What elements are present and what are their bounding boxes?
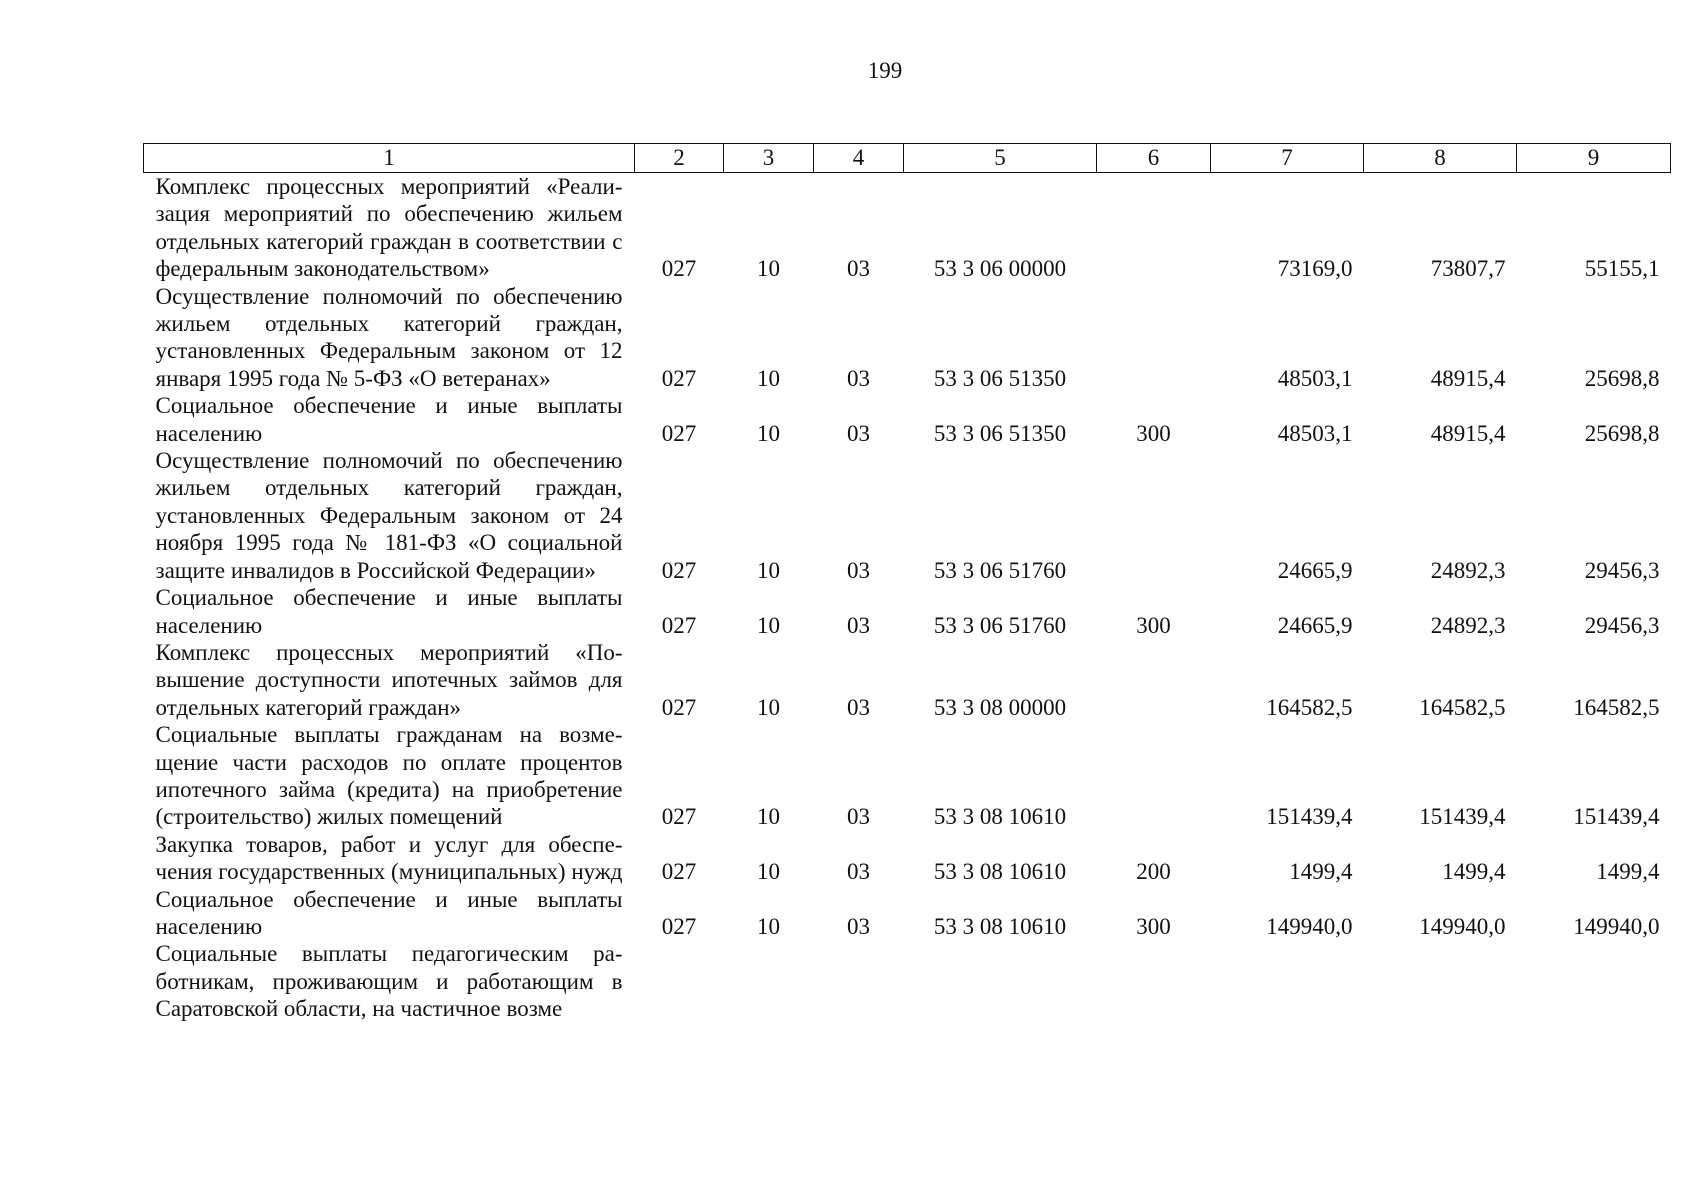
section-cell: 10 <box>757 420 780 446</box>
row-name-cell: Социальное обеспечение и иные выплаты населению <box>155 585 623 638</box>
column-header-8: 8 <box>1364 144 1517 173</box>
target-article-cell: 53 3 06 51760 <box>933 557 1067 583</box>
amount-cell-col8: 24892,3 <box>1430 612 1506 638</box>
table-row <box>144 721 1671 831</box>
amount-cell-col7: 73169,0 <box>1277 256 1353 282</box>
page-number: 199 <box>867 58 903 83</box>
amount-cell-col9 <box>1517 940 1671 1022</box>
table-row <box>144 886 1671 941</box>
row-name-cell: Комплекс процессных мероприятий «Повышение доступности ипотечных займов для отдельных категорий граждан» <box>155 639 623 720</box>
table-row <box>144 392 1671 447</box>
subsection-cell: 03 <box>847 804 870 830</box>
amount-cell-col9: 25698,8 <box>1584 420 1660 446</box>
amount-cell-col7: 24665,9 <box>1277 557 1353 583</box>
amount-cell-col8: 1499,4 <box>1442 859 1506 885</box>
amount-cell-col7: 48503,1 <box>1277 420 1353 446</box>
target-article-cell: 53 3 06 51760 <box>933 612 1067 638</box>
row-name-cell: Социальное обеспечение и иные выплаты населению <box>155 393 623 446</box>
row-name-cell: Социальное обеспечение и иные выплаты населению <box>155 886 623 939</box>
section-cell: 10 <box>757 694 780 720</box>
admin-code-cell: 027 <box>661 859 697 885</box>
row-name-cell: Осуществление полномочий по обеспечению жильем отдельных категорий граждан, установленных Федеральным законом от 24 ноября 1995 года № 181-ФЗ «О социальной защите инвалидов в Российской Федерации» <box>155 448 623 583</box>
admin-code-cell: 027 <box>661 557 697 583</box>
table-row <box>144 940 1671 1022</box>
admin-code-cell <box>635 940 724 1022</box>
expense-type-cell: 300 <box>1136 420 1171 446</box>
budget-table <box>143 143 1671 1023</box>
amount-cell-col9: 25698,8 <box>1584 365 1660 391</box>
table-row <box>144 173 1671 283</box>
target-article-cell: 53 3 06 51350 <box>933 365 1067 391</box>
row-name-cell: Комплекс процессных мероприятий «Реализация мероприятий по обеспечению жильем отдельных категорий граждан в соответствии с федеральным законодательством» <box>155 174 623 282</box>
subsection-cell: 03 <box>847 612 870 638</box>
target-article-cell: 53 3 08 10610 <box>933 859 1067 885</box>
amount-cell-col8: 149940,0 <box>1419 913 1506 939</box>
subsection-cell: 03 <box>847 859 870 885</box>
section-cell: 10 <box>757 557 780 583</box>
target-article-cell: 53 3 08 00000 <box>933 694 1067 720</box>
admin-code-cell: 027 <box>661 804 697 830</box>
target-article-cell: 53 3 06 51350 <box>933 420 1067 446</box>
admin-code-cell: 027 <box>661 913 697 939</box>
table-row <box>144 447 1671 584</box>
admin-code-cell: 027 <box>661 365 697 391</box>
column-header-4: 4 <box>814 144 904 173</box>
amount-cell-col9: 149940,0 <box>1573 913 1660 939</box>
amount-cell-col9: 55155,1 <box>1584 256 1660 282</box>
table-row <box>144 639 1671 721</box>
amount-cell-col9: 1499,4 <box>1596 859 1660 885</box>
target-article-cell <box>904 940 1097 1022</box>
expense-type-cell: 300 <box>1136 913 1171 939</box>
column-header-7: 7 <box>1211 144 1364 173</box>
target-article-cell: 53 3 08 10610 <box>933 804 1067 830</box>
subsection-cell: 03 <box>847 913 870 939</box>
expense-type-cell <box>1097 447 1211 584</box>
section-cell: 10 <box>757 365 780 391</box>
table-row <box>144 831 1671 886</box>
column-header-9: 9 <box>1517 144 1671 173</box>
amount-cell-col7: 149940,0 <box>1266 913 1353 939</box>
admin-code-cell: 027 <box>661 612 697 638</box>
amount-cell-col8: 48915,4 <box>1430 420 1506 446</box>
amount-cell-col7: 164582,5 <box>1266 694 1353 720</box>
amount-cell-col8: 48915,4 <box>1430 365 1506 391</box>
expense-type-cell: 300 <box>1136 612 1171 638</box>
section-cell: 10 <box>757 256 780 282</box>
subsection-cell: 03 <box>847 420 870 446</box>
amount-cell-col8 <box>1364 940 1517 1022</box>
admin-code-cell: 027 <box>661 694 697 720</box>
table-body <box>144 173 1671 1023</box>
section-cell: 10 <box>757 913 780 939</box>
expense-type-cell <box>1097 173 1211 283</box>
amount-cell-col7: 151439,4 <box>1266 804 1353 830</box>
amount-cell-col8: 73807,7 <box>1430 256 1506 282</box>
expense-type-cell: 200 <box>1136 859 1171 885</box>
amount-cell-col7: 1499,4 <box>1289 859 1353 885</box>
target-article-cell: 53 3 06 00000 <box>933 256 1067 282</box>
section-cell: 10 <box>757 859 780 885</box>
amount-cell-col7: 24665,9 <box>1277 612 1353 638</box>
column-header-2: 2 <box>635 144 724 173</box>
column-header-1: 1 <box>144 144 635 173</box>
amount-cell-col9: 29456,3 <box>1584 557 1660 583</box>
table-row <box>144 283 1671 393</box>
section-cell <box>724 940 814 1022</box>
target-article-cell: 53 3 08 10610 <box>933 913 1067 939</box>
expense-type-cell <box>1097 283 1211 393</box>
subsection-cell <box>814 940 904 1022</box>
amount-cell-col7 <box>1211 940 1364 1022</box>
column-header-6: 6 <box>1097 144 1211 173</box>
subsection-cell: 03 <box>847 694 870 720</box>
amount-cell-col9: 151439,4 <box>1573 804 1660 830</box>
admin-code-cell: 027 <box>661 420 697 446</box>
column-header-3: 3 <box>724 144 814 173</box>
amount-cell-col9: 164582,5 <box>1573 694 1660 720</box>
expense-type-cell <box>1097 639 1211 721</box>
expense-type-cell <box>1097 721 1211 831</box>
amount-cell-col8: 24892,3 <box>1430 557 1506 583</box>
header-row <box>144 144 1671 173</box>
expense-type-cell <box>1097 940 1211 1022</box>
section-cell: 10 <box>757 804 780 830</box>
subsection-cell: 03 <box>847 557 870 583</box>
subsection-cell: 03 <box>847 256 870 282</box>
amount-cell-col8: 151439,4 <box>1419 804 1506 830</box>
section-cell: 10 <box>757 612 780 638</box>
admin-code-cell: 027 <box>661 256 697 282</box>
table-row <box>144 584 1671 639</box>
subsection-cell: 03 <box>847 365 870 391</box>
column-header-5: 5 <box>904 144 1097 173</box>
row-name-cell: Социальные выплаты гражданам на возмещение части расходов по оплате процентов ипотечного займа (кредита) на приобретение (строительство) жилых помещений <box>155 722 623 830</box>
row-name-cell: Социальные выплаты педагогическим работникам, проживающим и работающим в Саратовской области, на частичное возме <box>155 941 623 1022</box>
amount-cell-col8: 164582,5 <box>1419 694 1506 720</box>
amount-cell-col7: 48503,1 <box>1277 365 1353 391</box>
amount-cell-col9: 29456,3 <box>1584 612 1660 638</box>
row-name-cell: Закупка товаров, работ и услуг для обеспечения государственных (муниципальных) нужд <box>155 831 623 885</box>
row-name-cell: Осуществление полномочий по обеспечению жильем отдельных категорий граждан, установленных Федеральным законом от 12 января 1995 года № 5-ФЗ «О ветеранах» <box>155 283 623 391</box>
